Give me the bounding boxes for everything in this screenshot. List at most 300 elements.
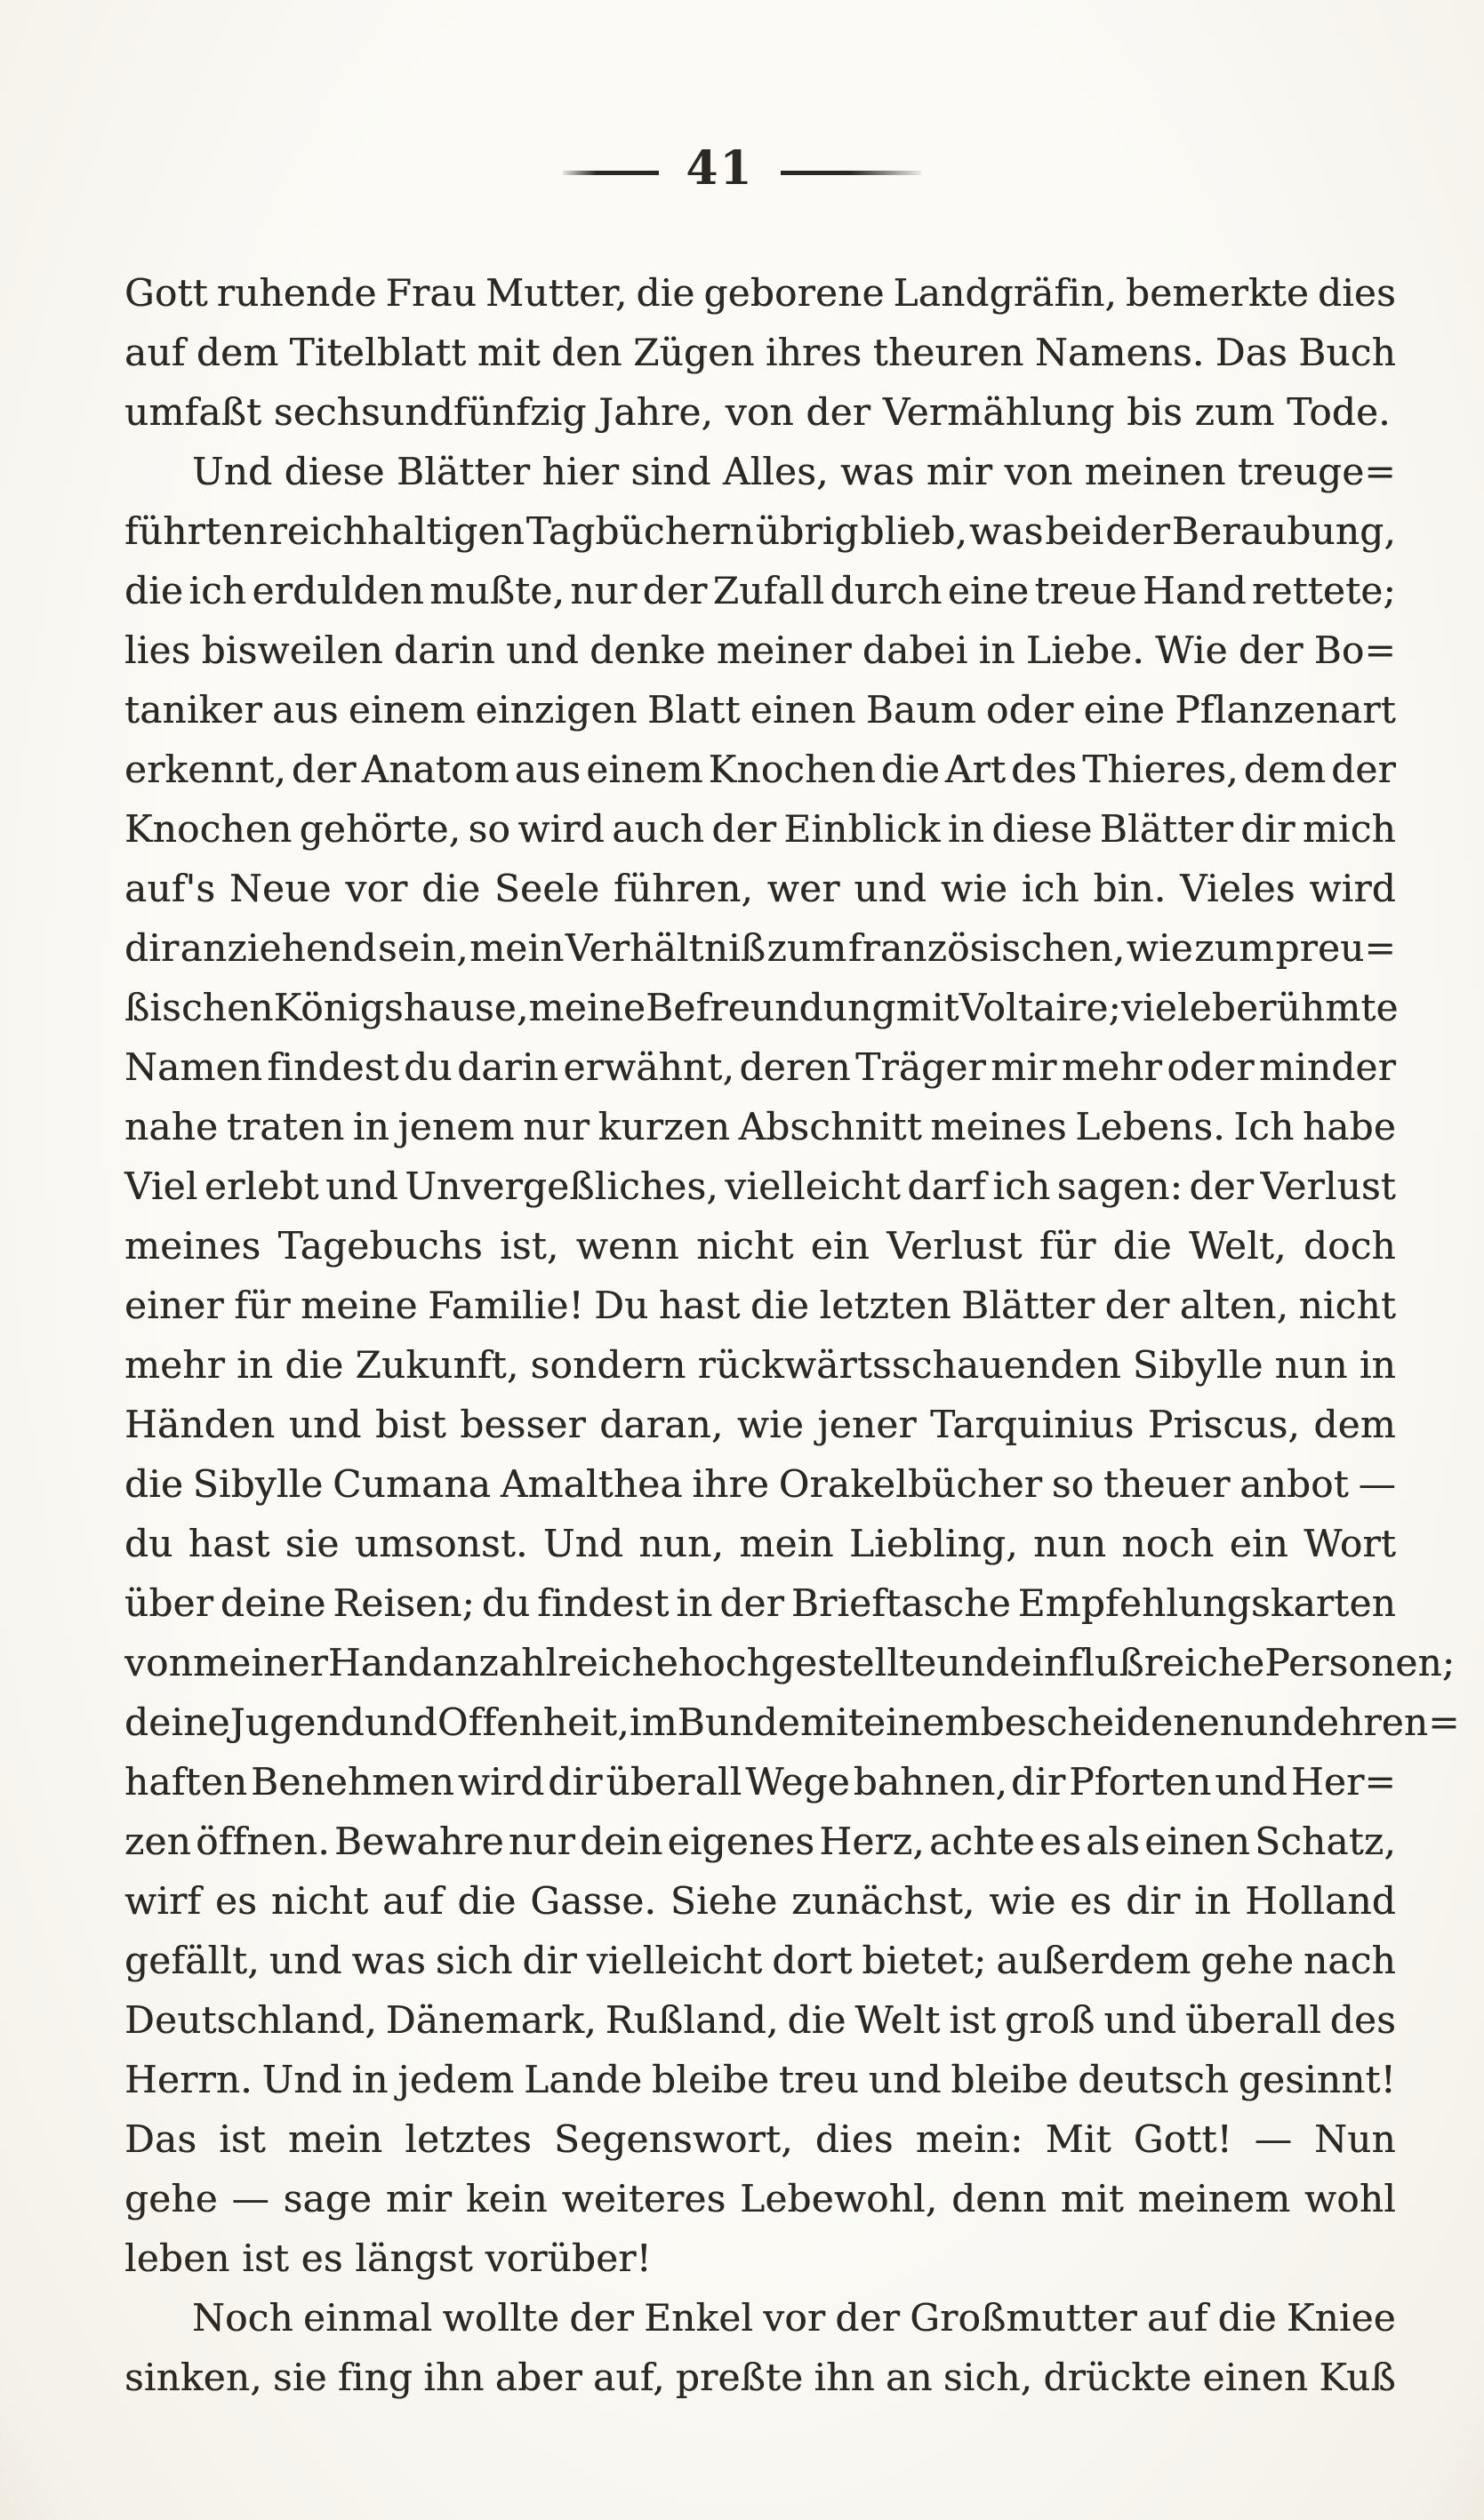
word: bietet;: [862, 1939, 987, 1982]
text-line: [124, 323, 1396, 382]
word: nach: [1304, 1939, 1396, 1982]
word: Namen: [124, 1045, 263, 1089]
word: meinem: [1137, 2177, 1291, 2220]
word: vor: [345, 867, 408, 910]
word: darf: [907, 1164, 987, 1208]
word: und: [854, 867, 927, 910]
word: der: [1331, 748, 1396, 791]
word: dabei: [862, 628, 968, 672]
text-line: leben ist es längst vorüber!: [124, 2236, 652, 2280]
word: meiner: [192, 1641, 328, 1684]
word: Zukunft,: [355, 1343, 519, 1387]
word: Und: [542, 1522, 624, 1565]
word: ich: [992, 1164, 1051, 1208]
word: der: [569, 2296, 635, 2340]
word: die: [124, 1462, 184, 1506]
word: lies: [124, 628, 191, 672]
word: was: [840, 450, 915, 493]
word: Jugend: [229, 1700, 365, 1744]
word: Hand: [327, 1641, 432, 1684]
word: bleibe: [652, 2058, 770, 2101]
word: einem: [586, 748, 703, 791]
text-line: [124, 859, 1396, 918]
word: Wort: [1304, 1522, 1396, 1565]
word: nur: [570, 569, 638, 612]
word: einer: [124, 1284, 224, 1327]
word: einem: [862, 1700, 981, 1744]
text-line: [124, 1097, 1396, 1156]
word: es: [1039, 1820, 1082, 1863]
word: anbot: [1239, 1462, 1349, 1506]
word: Enkel: [644, 2296, 754, 2340]
word: Das: [124, 2117, 197, 2161]
word: treuge=: [1237, 450, 1396, 493]
word: und: [1215, 1760, 1288, 1804]
word: Bo=: [1313, 628, 1396, 672]
word: französischen,: [847, 926, 1126, 970]
word: und: [325, 1164, 398, 1208]
word: sein,: [378, 926, 469, 970]
word: ich: [189, 569, 247, 612]
word: letzten: [819, 1284, 951, 1327]
word: in: [947, 807, 985, 851]
word: mit: [1060, 2177, 1124, 2220]
word: bescheidenen: [980, 1700, 1244, 1744]
text-line: [124, 1395, 1396, 1454]
word: groß: [1004, 1998, 1095, 2042]
word: auf,: [593, 2356, 665, 2399]
word: findest: [537, 1581, 670, 1625]
word: über: [124, 1581, 214, 1625]
word: Familie!: [428, 1284, 584, 1327]
word: ist,: [500, 1224, 559, 1268]
word: einflußreiche: [1009, 1641, 1265, 1684]
word: der: [719, 1581, 785, 1625]
word: Seele: [493, 867, 600, 910]
page-header: [0, 0, 1484, 196]
word: der: [1238, 628, 1304, 672]
word: der: [1189, 1164, 1255, 1208]
word: Priscus,: [1147, 1403, 1301, 1446]
word: nur: [523, 1105, 590, 1148]
text-line: [124, 1454, 1396, 1514]
word: sie: [285, 1522, 340, 1565]
word: Bewahre: [333, 1820, 504, 1863]
word: ihre: [692, 1462, 770, 1506]
word: Verhältniß: [565, 926, 766, 970]
word: umsonst.: [354, 1522, 528, 1565]
word: aus: [272, 688, 339, 732]
word: daran,: [599, 1403, 724, 1446]
word: Lebewohl,: [740, 2177, 938, 2220]
text-line: [124, 1871, 1396, 1931]
word: drückte: [1043, 2356, 1192, 2399]
word: Tagebuchs: [277, 1224, 483, 1268]
word: mir: [385, 2177, 453, 2220]
word: die: [636, 271, 695, 315]
word: Wege: [745, 1760, 850, 1804]
word: führten: [124, 509, 268, 553]
word: öffnen.: [196, 1820, 330, 1863]
word: wie: [736, 1403, 805, 1446]
word: eigenes: [667, 1820, 815, 1863]
word: außerdem: [996, 1939, 1191, 1982]
word: Liebling,: [848, 1522, 1018, 1565]
word: darin: [393, 628, 495, 672]
word: Dänemark,: [385, 1998, 597, 2042]
word: bleibe: [951, 2058, 1069, 2101]
word: zen: [124, 1820, 191, 1863]
word: der: [291, 748, 357, 791]
text-line: [124, 1931, 1396, 1990]
word: die: [1217, 2296, 1277, 2340]
word: ist: [219, 2117, 266, 2161]
word: noch: [1121, 1522, 1215, 1565]
word: Welt: [854, 1998, 941, 2042]
word: zum: [1194, 926, 1275, 970]
word: Blätter: [961, 1284, 1095, 1327]
word: mein:: [915, 2117, 1023, 2161]
word: deine: [124, 1700, 230, 1744]
word: Blätter: [1099, 807, 1233, 851]
text-line: [124, 501, 1396, 561]
word: führen,: [613, 867, 754, 910]
word: theuer: [1103, 1462, 1231, 1506]
word: dir: [1240, 807, 1295, 851]
text-block: [124, 263, 1460, 2407]
word: und: [868, 2058, 942, 2101]
word: jenem: [397, 1105, 515, 1148]
word: Cumana: [333, 1462, 492, 1506]
text-line: umfaßt sechsundfünfzig Jahre, von der Vermählung bis zum Tode.: [124, 390, 1391, 434]
text-line: [124, 1216, 1396, 1276]
word: findest: [267, 1045, 399, 1089]
word: in: [978, 628, 1015, 672]
word: die: [750, 1284, 810, 1327]
word: Und: [261, 2058, 342, 2101]
word: die: [880, 748, 940, 791]
word: —: [231, 2177, 269, 2220]
word: erkennt,: [124, 748, 286, 791]
header-rule-left: [563, 171, 659, 175]
word: jedem: [397, 2058, 515, 2101]
word: wie: [989, 1879, 1056, 1923]
word: wollte: [442, 2296, 560, 2340]
word: den: [551, 331, 622, 374]
word: Herrn.: [124, 2058, 253, 2101]
word: so: [1051, 1462, 1095, 1506]
word: mit: [799, 1700, 863, 1744]
word: die: [457, 1879, 517, 1923]
word: in: [351, 2058, 389, 2101]
word: Deutschland,: [124, 1998, 377, 2042]
word: und: [364, 1700, 437, 1744]
word: besser: [460, 1403, 586, 1446]
word: meines: [124, 1224, 261, 1268]
word: dir: [548, 1760, 603, 1804]
word: bist: [374, 1403, 446, 1446]
word: jener: [817, 1403, 917, 1446]
word: dies: [1317, 271, 1396, 315]
word: Benehmen: [251, 1760, 454, 1804]
word: weiteres: [561, 2177, 726, 2220]
word: auf's: [124, 867, 216, 910]
word: Art: [944, 748, 1007, 791]
word: einen: [1144, 1820, 1250, 1863]
word: —: [1254, 2117, 1293, 2161]
word: ßischen: [124, 986, 274, 1029]
text-line: [124, 978, 1399, 1037]
paragraph: [124, 2288, 1396, 2407]
word: oder: [986, 688, 1074, 732]
word: ihn: [814, 2356, 875, 2399]
word: kein: [465, 2177, 548, 2220]
word: dem: [1313, 1403, 1396, 1446]
text-line: [124, 1573, 1396, 1633]
word: blieb,: [860, 509, 968, 553]
word: dein: [580, 1820, 663, 1863]
word: Namens.: [1034, 331, 1205, 374]
word: Nun: [1314, 2117, 1396, 2161]
word: wird: [517, 807, 605, 851]
word: und: [936, 1641, 1010, 1684]
word: mit: [895, 986, 959, 1029]
word: dir: [1126, 1879, 1181, 1923]
word: nicht: [696, 1224, 794, 1268]
word: Tarquinius: [930, 1403, 1135, 1446]
word: bahnen,: [853, 1760, 1008, 1804]
word: Ich: [1233, 1105, 1295, 1148]
word: Bunde: [677, 1700, 800, 1744]
word: des: [1329, 1998, 1396, 2042]
word: bisweilen: [201, 628, 383, 672]
word: Großmutter: [910, 2296, 1137, 2340]
word: auch: [612, 807, 705, 851]
word: aber: [494, 2356, 582, 2399]
word: theuren: [872, 331, 1024, 374]
word: die: [421, 867, 481, 910]
word: traten: [226, 1105, 345, 1148]
word: Reisen;: [333, 1581, 475, 1625]
word: deren: [739, 1045, 851, 1089]
word: diese: [991, 807, 1093, 851]
word: mehr: [124, 1343, 226, 1387]
word: Amalthea: [500, 1462, 683, 1506]
word: überall: [606, 1760, 742, 1804]
word: eine: [947, 569, 1030, 612]
word: ruhende: [216, 271, 377, 315]
word: Buch: [1298, 331, 1396, 374]
word: Neue: [229, 867, 332, 910]
word: gehe: [1200, 1939, 1295, 1982]
word: einem: [348, 688, 466, 732]
word: mein: [469, 926, 565, 970]
word: Sibylle: [1132, 1343, 1263, 1387]
text-line: [124, 1276, 1396, 1335]
word: preßte: [675, 2356, 804, 2399]
word: denn: [951, 2177, 1047, 2220]
word: auf: [382, 1879, 444, 1923]
word: Mutter,: [485, 271, 628, 315]
word: in: [237, 1343, 274, 1387]
word: für: [1039, 1224, 1096, 1268]
text-line: [124, 1752, 1396, 1812]
header-rule-right: [781, 171, 921, 175]
word: darin: [457, 1045, 559, 1089]
word: im: [629, 1700, 678, 1744]
text-line: [124, 2050, 1396, 2109]
word: Empfehlungskarten: [1017, 1581, 1396, 1625]
word: dies: [814, 2117, 894, 2161]
word: —: [1358, 1462, 1396, 1506]
word: wird: [1309, 867, 1396, 910]
word: in: [1194, 1879, 1231, 1923]
word: zunächst,: [791, 1879, 975, 1923]
word: gehörte,: [299, 807, 461, 851]
word: rettete;: [1252, 569, 1396, 612]
word: habe: [1302, 1105, 1396, 1148]
text-line: [124, 561, 1396, 620]
word: doch: [1303, 1224, 1396, 1268]
word: Kniee: [1286, 2296, 1396, 2340]
text-line: [124, 2169, 1396, 2228]
word: und: [1243, 1700, 1317, 1744]
word: einmal: [302, 2296, 433, 2340]
text-line: [124, 2348, 1396, 2407]
word: übrig: [755, 509, 859, 553]
word: wer: [766, 867, 840, 910]
word: in: [676, 1581, 713, 1625]
word: Offenheit,: [437, 1700, 630, 1744]
word: durch: [830, 569, 943, 612]
word: überall: [1185, 1998, 1321, 2042]
word: Orakelbücher: [778, 1462, 1043, 1506]
word: was: [351, 1939, 426, 1982]
word: sind: [630, 450, 711, 493]
text-line: [124, 1692, 1460, 1752]
word: hast: [658, 1284, 741, 1327]
word: anziehend: [180, 926, 377, 970]
word: der: [642, 569, 708, 612]
word: denke: [590, 628, 706, 672]
text-line: [124, 1990, 1396, 2050]
word: für: [234, 1284, 291, 1327]
word: du: [481, 1581, 531, 1625]
word: mußte,: [429, 569, 566, 612]
word: mein: [739, 1522, 834, 1565]
word: an: [886, 2356, 933, 2399]
word: letztes: [405, 2117, 532, 2161]
word: Siehe: [670, 1879, 778, 1923]
word: Mit: [1045, 2117, 1111, 2161]
word: Das: [1215, 331, 1287, 374]
word: wirf: [124, 1879, 202, 1923]
word: hast: [188, 1522, 270, 1565]
word: die: [787, 1998, 846, 2042]
word: kurzen: [598, 1105, 731, 1148]
word: mir: [926, 450, 993, 493]
word: Zufall: [712, 569, 825, 612]
word: oder: [1167, 1045, 1255, 1089]
paragraph: [124, 263, 1396, 442]
word: Gott: [124, 271, 208, 315]
word: Schatz,: [1255, 1820, 1396, 1863]
word: erdulden: [252, 569, 425, 612]
word: Beraubung,: [1171, 509, 1396, 553]
word: Sibylle: [192, 1462, 324, 1506]
word: Du: [594, 1284, 649, 1327]
word: taniker: [124, 688, 262, 732]
word: es: [215, 1879, 258, 1923]
word: an: [431, 1641, 479, 1684]
word: wohl: [1304, 2177, 1396, 2220]
word: Alles,: [722, 450, 829, 493]
word: wenn: [575, 1224, 679, 1268]
word: gefällt,: [124, 1939, 260, 1982]
word: Knochen: [708, 748, 876, 791]
word: Unvergeßliches,: [405, 1164, 718, 1208]
word: ich: [1021, 867, 1079, 910]
word: nahe: [124, 1105, 219, 1148]
word: Herz,: [819, 1820, 925, 1863]
word: diese: [284, 450, 385, 493]
word: der: [1104, 1284, 1170, 1327]
word: ist: [949, 1998, 997, 2042]
word: der: [835, 2296, 901, 2340]
word: erwähnt,: [563, 1045, 735, 1089]
word: die: [285, 1343, 344, 1387]
word: Königshause,: [273, 986, 529, 1029]
word: sich,: [943, 2356, 1033, 2399]
word: Gott!: [1133, 2117, 1232, 2161]
word: alten,: [1179, 1284, 1289, 1327]
word: dort: [772, 1939, 853, 1982]
word: und: [506, 628, 579, 672]
word: die: [124, 569, 184, 612]
word: Abschnitt: [738, 1105, 922, 1148]
word: Tagbüchern: [525, 509, 754, 553]
word: nun: [1033, 1522, 1107, 1565]
word: ihres: [765, 331, 862, 374]
word: Verlust: [886, 1224, 1023, 1268]
word: des: [1011, 748, 1078, 791]
word: Und: [192, 450, 273, 493]
word: und: [269, 1939, 342, 1982]
word: Pforten: [1069, 1760, 1212, 1804]
word: bei: [1045, 509, 1104, 553]
word: eine: [1083, 688, 1165, 732]
word: Landgräfin,: [893, 271, 1118, 315]
text-line: [124, 620, 1396, 680]
word: Holland: [1245, 1879, 1396, 1923]
word: meine: [528, 986, 646, 1029]
text-line: [124, 680, 1396, 740]
word: dem: [1243, 748, 1327, 791]
word: rückwärtsschauenden: [697, 1343, 1121, 1387]
word: mein: [287, 2117, 383, 2161]
word: Blätter: [397, 450, 531, 493]
word: treu: [778, 2058, 859, 2101]
word: hier: [541, 450, 620, 493]
word: minder: [1259, 1045, 1396, 1089]
word: Kuß: [1319, 2356, 1396, 2399]
text-line: [124, 1037, 1396, 1097]
word: zahlreiche: [478, 1641, 678, 1684]
word: sondern: [530, 1343, 686, 1387]
text-line: [124, 1335, 1396, 1395]
word: Welt,: [1188, 1224, 1287, 1268]
word: treue: [1034, 569, 1137, 612]
